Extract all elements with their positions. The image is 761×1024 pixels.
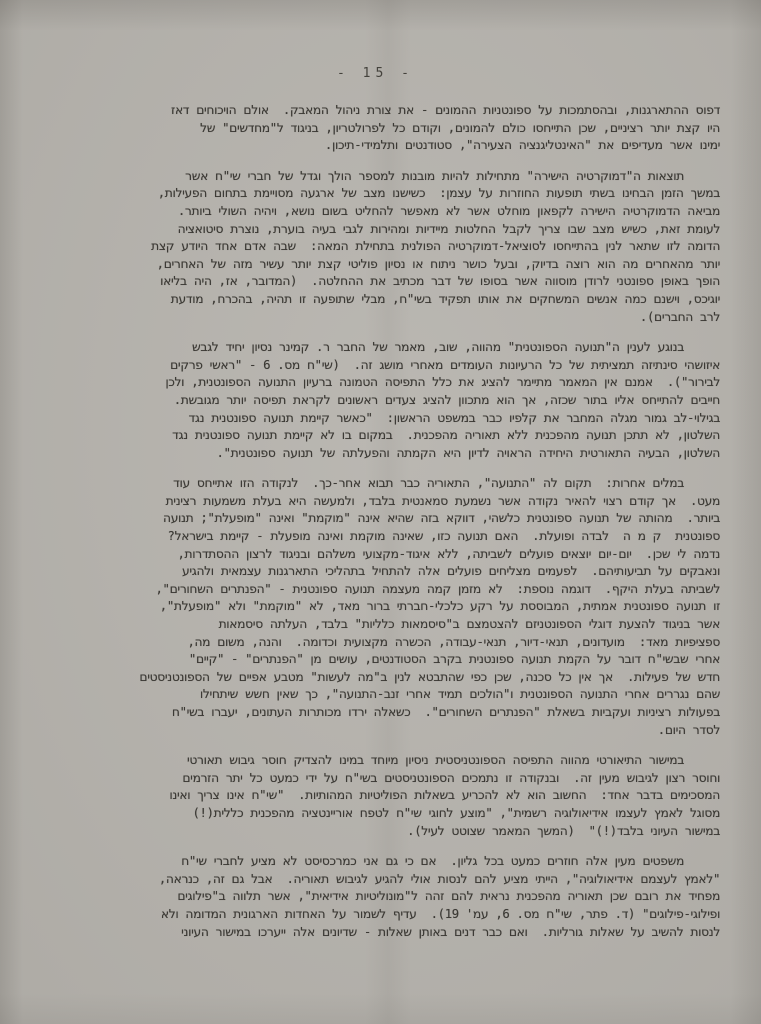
text-line: נדמה לי שכן. יום-יום יוצאים פועלים לשביתה, ללא איגוד-מקצועי משלהם ובניגוד לרצון ההסתדרות, (177, 546, 720, 561)
paragraph (36, 168, 720, 326)
text-line: אחרי שבשי"ח דובר על הקמת תנועה ספונטנית בקרב הסטודנטים, עושים מן "הפנתרים" - "קיים" (188, 652, 720, 667)
text-line: בפעולות רציניות ועקביות בשאלת "הפנתרים השחורים". כשאלה ירדו מכותרות העתונים, יעברו בשי"ח (171, 705, 720, 719)
text-line: מפחיד את רובם שכן תאוריה מהפכנית נראית להם זהה ל"מונוליטיות אידיאית", אשר תלווה ב"פילוגים (177, 889, 720, 904)
document-text (36, 102, 720, 954)
text-line: לסדר היום. (657, 722, 720, 737)
text-line: השלטון, הבעיה התאורטית היחידה הראויה לדיון היא הקמתה והפעלתה של תנועה ספונטנית". (216, 445, 720, 460)
text-line: ספציפיות מאד: מועדונים, תנאי-דיור, תנאי-עבודה, הכשרה מקצועית וכדומה. והנה, משום מה, (187, 634, 720, 649)
text-line: מביאה הדמוקרטיה הישירה לקפאון מוחלט אשר לא מאפשר להחליט בשום נושא, ויהיה השולי ביותר. (177, 203, 720, 218)
text-line: השלטון, לא תתכן תנועה מהפכנית ללא תאוריה מהפכנית. במקום בו לא קיימת תנועה ספונטנית נגד (172, 428, 720, 443)
text-line: לרב החברים). (639, 309, 720, 324)
text-line: הופך באופן ספונטני לרודן מוסווה אשר בסופו של דבר מכתיב את ההחלטה. (המדובר, אז, היה בליאו (160, 274, 720, 289)
text-line: ספונטנית ק מ ה לבדה ופועלת. האם תנועה כזו, שאינה מוקמת ואינה מופעלת - קיימת בישראל? (167, 529, 720, 544)
text-line: יותר מהאחרים מה הוא רוצה בדיוק, ובעל כושר ניתוח או נסיון פוליטי קצת יותר עשיר מזה של האחרים, (156, 256, 720, 271)
text-line: "לאמץ לעצמם אידיאולוגיה", הייתי מציע להם לנסות אולי להגיע לגיבוש תאוריה. אבל גם זה, כנראה, (158, 871, 720, 886)
text-line: משפטים מעין אלה חוזרים כמעט בכל גליון. אם כי גם אני כמרכסיסט לא מציע לחברי שי"ח (181, 854, 684, 869)
text-line: יוגיכס, וישנם כמה אנשים המשחקים את אותו תפקיד בשי"ח, מבלי שתופעה זו תהיה, בהכרח, מודעת (170, 291, 720, 306)
text-line: שהם נגררים אחרי התנועה הספונטנית ו"הולכים תמיד אחרי זנב-התנועה", כך שאין חשש שיתחילו (199, 687, 720, 702)
text-line: תוצאות ה"דמוקרטיה הישירה" מתחילות להיות מובנות למספר הולך וגדל של חברי שי"ח אשר (185, 168, 684, 183)
text-line: לשביתה בעלת היקף. דוגמה נוספת: לא מזמן קמה מעצמה תנועה ספונטנית - "הפנתרים השחורים", (155, 581, 720, 596)
text-line: בגילוי-לב גמור מגלה המחבר את קלפיו כבר במשפט הראשון: "כאשר קיימת תנועה ספונטנית נגד (188, 410, 720, 425)
text-line: במלים אחרות: תקום לה "התנועה", התאוריה כבר תבוא אחר-כך. לנקודה הזו אתייחס עוד (173, 476, 684, 491)
text-line: לבירור"). אמנם אין המאמר מתיימר להציג את כלל התפיסה הטמונה ברעיון התנועה הספונטנית, ולכן (165, 375, 720, 390)
page-number: - 15 - (337, 66, 414, 81)
text-line: ביותר. מהותה של תנועה ספונטנית כלשהי, דווקא בזה שהיא אינה "מוקמת" ואינה "מופעלת"; תנועה (163, 511, 720, 526)
text-line: זו תנועה ספונטנית אמתית, המבוססת על רקע כלכלי-חברתי ברור מאד, לא "מוקמת" ולא "מופעלת", (159, 599, 720, 614)
text-line: בנוגע לענין ה"תנועה הספונטנית" מהווה, שוב, מאמר של החבר ר. קמינר נסיון יחיד לגבש (191, 340, 684, 355)
text-line: דפוס ההתארגנות, ובהסתמכות על ספונטניות ההמונים - את צורת ניהול המאבק. אולם הויכוחים דאז (171, 103, 720, 117)
text-line: וחוסר רצון לגיבוש מעין זה. ובנקודה זו נתמכים הספונטניסטים בשי"ח על ידי כמעט כל יתר הזרמים (182, 770, 720, 785)
text-line: ימינו אשר מעדיפים את "האינטליגנציה הצעירה", סטודנטים ותלמידי-תיכון. (324, 138, 720, 153)
text-line: חייבים להתייחס אליו בתור שכזה, אך הוא מתכוון להציג צעדים ראשונים לקראת תפיסה יותר מגובשת. (173, 392, 720, 407)
text-line: לעומת זאת, כשיש מצב שבו צריך לקבל החלטות מיידיות ומהירות לגבי בעיה בוערת, נוצרת סיטואציה (177, 221, 720, 236)
text-line: במישור התיאורטי מהווה התפיסה הספונטניסטית ניסיון מיוחד במינו להצדיק חוסר גיבוש תאורטי (187, 753, 684, 768)
paragraph (36, 475, 720, 739)
text-line: מסוגל לאמץ לעצמו אידיאולוגיה רשמית", "מוצע לחוגי שי"ח לטפח אוריינטציה מהפכנית כללית(!) (192, 805, 720, 820)
text-line: לנסות להשיב על שאלות גורליות. ואם כבר דנים באותן שאלות - שדיונים אלה ייערכו במישור העיוני (181, 924, 720, 939)
text-line: במישור העיוני בלבד(!)" (המשך המאמר שצוטט לעיל). (407, 823, 720, 838)
text-line: אשר בניגוד להצעת דוגלי הספונטניזם להצטמצם ב"סיסמאות כלליות" בלבד, העלתה סיסמאות (218, 617, 720, 632)
text-line: המסכימים בדבר אחד: החשוב הוא לא להכריע בשאלות הפוליטיות המהותיות. "שי"ח אינו צריך ואינו (169, 788, 720, 803)
text-line: חדש של פעילות. אך אין כל סכנה, שכן כפי שהתבטא לנין ב"מה לעשות" מטבע אפיים של הספונטניסטים (139, 669, 720, 684)
text-line: מעט. אך קודם רצוי להאיר נקודה אשר נשמעת סמאנטית בלבד, ולמעשה היא בעלת משמעות רצינית (165, 493, 720, 508)
text-line: במשך הזמן הבחינו בשתי תופעות החוזרות על עצמן: כשישנו מצב של ארגעה מסויימת בתחום הפעילות, (157, 186, 720, 201)
paragraph (36, 853, 720, 941)
paragraph (36, 339, 720, 462)
text-line: ונאבקים על תביעותיהם. לפעמים מצליחים פועלים אלה להתחיל בתהליכי התארגנות עצמאית ולהגיע (182, 564, 720, 579)
text-line: איזושהי סינתיזה תמציתית של כל הרעיונות העומדים מאחרי מושג זה. (שי"ח מס. 6 - "ראשי פרקים (170, 357, 720, 372)
paragraph (36, 752, 720, 840)
text-line: הדומה לזו שתאר לנין בהתייחסו לסוציאל-דמוקרטיה הפולנית בתחילת המאה: שבה אדם אחד היודע קצת (151, 239, 720, 254)
text-line: היו קצת יותר רציניים, שכן התייחסו כולם להמונים, וקודם כל לפרולטריון, בניגוד ל"מחדשים" של (200, 120, 720, 135)
text-line: ופילוגי-פילוגים" (ד. פתר, שי"ח מס. 6, עמ' 19). עדיף לשמור על האחדות הארגונית המדומה ולא (160, 906, 720, 921)
paragraph (36, 102, 720, 155)
